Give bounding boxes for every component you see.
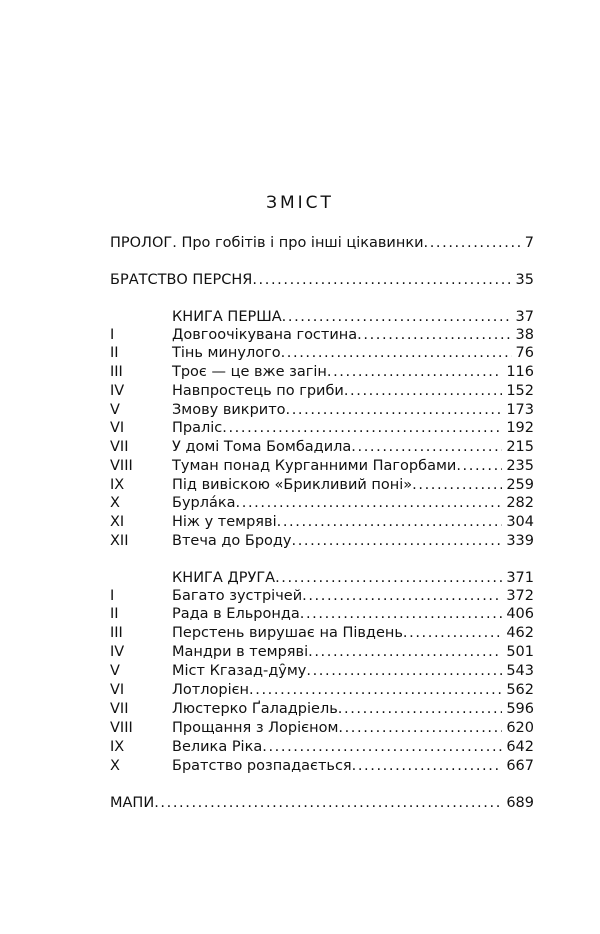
- entry-page: 642: [506, 738, 534, 755]
- entry-number: VI: [110, 682, 125, 698]
- toc-entry[interactable]: [110, 234, 534, 253]
- entry-page: 173: [506, 401, 534, 418]
- entry-number: III: [110, 364, 123, 380]
- entry-title: Мандри в темряві: [172, 644, 309, 661]
- entry-title: Люстерко Ґаладріель: [172, 700, 338, 717]
- dot-leader: [292, 532, 503, 551]
- dot-leader: [306, 662, 502, 681]
- entry-number: XI: [110, 514, 125, 530]
- toc-entry[interactable]: [110, 624, 534, 643]
- entry-number: IX: [110, 738, 125, 755]
- dot-leader: [222, 419, 502, 438]
- entry-number: VII: [110, 439, 129, 455]
- entry-page: 192: [506, 420, 534, 437]
- entry-page: 462: [506, 625, 534, 642]
- dot-leader: [154, 794, 502, 813]
- entry-number: [110, 308, 172, 327]
- entry-number: V: [110, 663, 120, 680]
- entry-number: [110, 569, 172, 588]
- entry-title: КНИГА ДРУГА: [172, 569, 276, 586]
- toc-entry[interactable]: [110, 308, 534, 327]
- entry-title: Навпростець по гриби: [172, 382, 344, 399]
- entry-page: 501: [506, 644, 534, 661]
- entry-title: Під вивіскою «Брикливий поні»: [172, 476, 413, 493]
- entry-number: II: [110, 606, 119, 623]
- entry-page: 543: [506, 663, 534, 680]
- entry-title: Змову викрито: [172, 401, 286, 418]
- entry-page: 406: [506, 606, 534, 623]
- dot-leader: [357, 326, 511, 345]
- entry-title: Праліс: [172, 420, 223, 437]
- entry-title: Туман понад Курганними Пагорбами: [172, 457, 457, 474]
- toc-entry[interactable]: [110, 662, 534, 681]
- toc-entry[interactable]: [110, 643, 534, 662]
- entry-title: Довгоочікувана гостина: [172, 326, 358, 343]
- toc-entry[interactable]: [110, 401, 534, 420]
- toc-entry[interactable]: [110, 457, 534, 476]
- entry-number: II: [110, 345, 119, 362]
- toc-entry[interactable]: [110, 738, 534, 757]
- entry-title: Перстень вирушає на Південь: [172, 625, 403, 642]
- dot-leader: [412, 476, 502, 495]
- dot-leader: [308, 643, 502, 662]
- dot-leader: [300, 605, 503, 624]
- toc-entry[interactable]: [110, 794, 534, 813]
- entry-page: 76: [515, 345, 534, 362]
- entry-title: Троє — це вже загін: [172, 364, 327, 380]
- entry-page: 37: [515, 308, 534, 325]
- entry-number: XII: [110, 532, 129, 549]
- entry-title: У домі Тома Бомбадила: [172, 439, 352, 455]
- toc-entry[interactable]: [110, 569, 534, 588]
- entry-number: VIII: [110, 719, 133, 736]
- entry-number: IV: [110, 644, 125, 661]
- entry-number: I: [110, 587, 115, 604]
- entry-number: X: [110, 757, 120, 774]
- entry-page: 596: [506, 700, 534, 717]
- entry-number: VIII: [110, 457, 133, 474]
- toc-entry[interactable]: [110, 513, 534, 532]
- entry-number: X: [110, 495, 120, 512]
- toc-entry[interactable]: [110, 326, 534, 345]
- toc-entry[interactable]: [110, 382, 534, 401]
- toc-entry[interactable]: [110, 700, 534, 719]
- toc-entry[interactable]: [110, 719, 534, 738]
- dot-leader: [281, 344, 512, 363]
- page-title: ЗМІСТ: [266, 193, 334, 213]
- dot-leader: [351, 438, 502, 457]
- entry-page: 372: [506, 587, 534, 604]
- dot-leader: [338, 719, 502, 738]
- entry-page: 620: [506, 719, 534, 736]
- dot-leader: [403, 624, 502, 643]
- dot-leader: [302, 587, 502, 606]
- entry-page: 667: [506, 757, 534, 774]
- entry-title: КНИГА ПЕРША: [172, 308, 282, 325]
- entry-title: БРАТСТВО ПЕРСНЯ: [110, 271, 253, 288]
- entry-page: 371: [506, 569, 534, 586]
- entry-title: ПРОЛОГ. Про гобітів і про інші цікавинки: [110, 234, 424, 251]
- dot-leader: [282, 308, 512, 327]
- entry-number: IX: [110, 476, 125, 493]
- entry-title: Втеча до Броду: [172, 532, 292, 549]
- toc-entry[interactable]: [110, 271, 534, 290]
- dot-leader: [236, 494, 503, 513]
- toc-entry[interactable]: [110, 344, 534, 363]
- entry-title: Велика Ріка: [172, 738, 263, 755]
- entry-page: 339: [506, 532, 534, 549]
- entry-page: 259: [506, 476, 534, 493]
- entry-title: Прощання з Лорієном: [172, 719, 339, 736]
- toc-entry[interactable]: [110, 681, 534, 700]
- toc-entry[interactable]: [110, 438, 534, 457]
- entry-title: Тінь минулого: [172, 345, 281, 362]
- entry-title: Лотлорієн: [172, 682, 250, 698]
- entry-number: VI: [110, 420, 125, 437]
- entry-number: I: [110, 326, 115, 343]
- entry-page: 116: [506, 364, 534, 380]
- entry-title: Рада в Ельронда: [172, 606, 300, 623]
- toc-entry[interactable]: [110, 494, 534, 513]
- entry-page: 282: [506, 495, 534, 512]
- entry-page: 304: [506, 514, 534, 530]
- entry-title: Бурла́ка: [172, 495, 236, 512]
- toc-entry[interactable]: [110, 587, 534, 606]
- entry-page: 35: [515, 271, 534, 288]
- toc-entry[interactable]: [110, 419, 534, 438]
- toc-entry[interactable]: [110, 605, 534, 624]
- toc-entry[interactable]: [110, 532, 534, 551]
- entry-title: МАПИ: [110, 794, 155, 811]
- dot-leader: [327, 363, 502, 382]
- dot-leader: [277, 513, 503, 532]
- dot-leader: [344, 382, 502, 401]
- entry-number: III: [110, 625, 123, 642]
- dot-leader: [352, 757, 503, 776]
- dot-leader: [286, 401, 503, 420]
- entry-page: 235: [506, 457, 534, 474]
- dot-leader: [275, 569, 502, 588]
- entry-page: 215: [506, 439, 534, 455]
- entry-title: Ніж у темряві: [172, 514, 277, 530]
- dot-leader: [262, 738, 502, 757]
- dot-leader: [424, 234, 521, 253]
- toc-entry[interactable]: [110, 476, 534, 495]
- entry-page: 38: [515, 326, 534, 343]
- dot-leader: [249, 681, 502, 700]
- entry-title: Багато зустрічей: [172, 587, 303, 604]
- entry-title: Міст Кгазад-ду̑му: [172, 663, 307, 680]
- entry-page: 7: [524, 234, 534, 251]
- entry-number: V: [110, 401, 120, 418]
- entry-page: 152: [506, 382, 534, 399]
- dot-leader: [338, 700, 503, 719]
- toc-entry[interactable]: [110, 757, 534, 776]
- entry-page: 562: [506, 682, 534, 698]
- toc-entry[interactable]: [110, 363, 534, 382]
- entry-page: 689: [506, 794, 534, 811]
- dot-leader: [456, 457, 502, 476]
- entry-number: IV: [110, 382, 125, 399]
- entry-title: Братство розпадається: [172, 757, 352, 774]
- entry-number: VII: [110, 700, 129, 717]
- dot-leader: [252, 271, 511, 290]
